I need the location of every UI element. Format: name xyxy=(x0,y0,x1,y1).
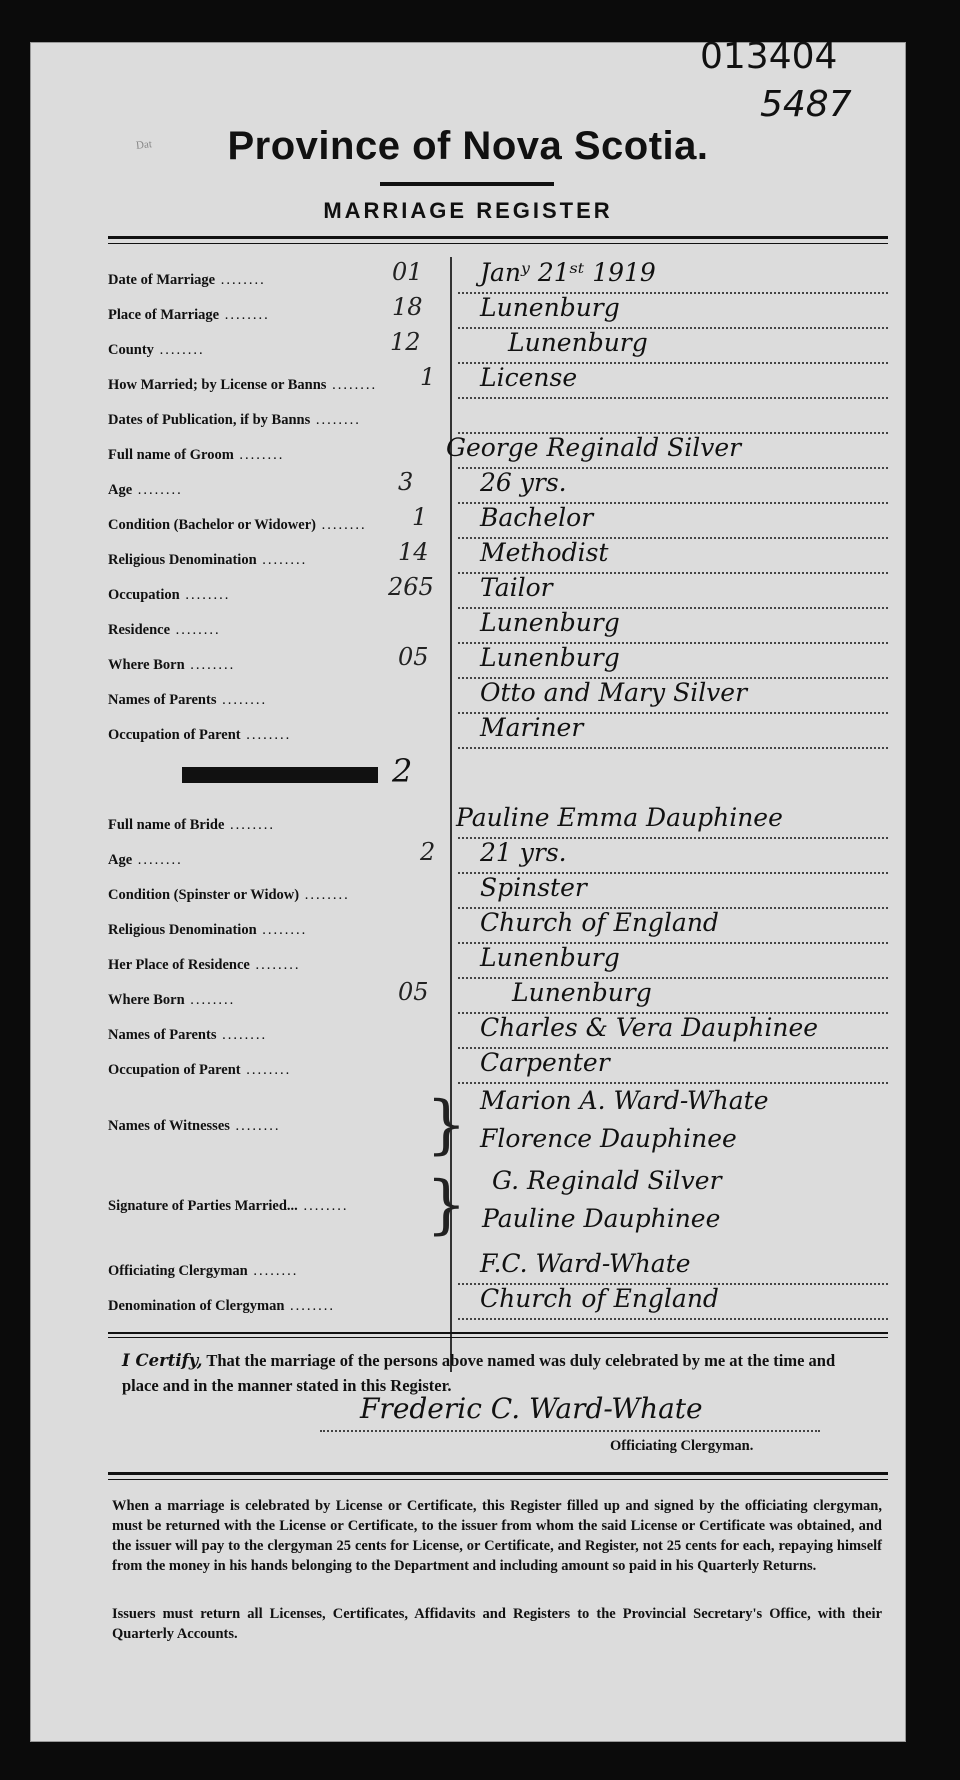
footer-rule-thin xyxy=(108,1479,888,1480)
field-value: Lunenburg xyxy=(480,293,620,322)
field-value: George Reginald Silver xyxy=(446,433,742,462)
signature-caption: Officiating Clergyman. xyxy=(610,1438,754,1454)
field-value: Charles & Vera Dauphinee xyxy=(480,1013,819,1042)
field-value: Mariner xyxy=(480,713,584,742)
section-mark: 2 xyxy=(392,752,413,790)
field-label: Where Born ........ xyxy=(108,992,236,1008)
field-value: Lunenburg xyxy=(512,978,652,1007)
field-value: Lunenburg xyxy=(508,328,648,357)
field-label: Denomination of Clergyman ........ xyxy=(108,1298,336,1314)
field-label: Condition (Spinster or Widow) ........ xyxy=(108,887,350,903)
witness-1: Marion A. Ward-Whate xyxy=(480,1086,769,1115)
dot-leader: ........ xyxy=(184,657,236,673)
field-value: Bachelor xyxy=(480,503,594,532)
witnesses-row xyxy=(108,1086,888,1162)
dot-leader: ........ xyxy=(299,887,350,903)
field-label: Condition (Bachelor or Widower) ........ xyxy=(108,517,367,533)
field-code: 1 xyxy=(420,363,436,391)
field-code: 12 xyxy=(390,328,421,356)
footer-paragraph-2: Issuers must return all Licenses, Certificates, Affidavits and Registers to the Provincial Secretary's Office, with their Quarterly Accounts. xyxy=(112,1606,882,1642)
field-label: Names of Witnesses ........ xyxy=(108,1118,281,1134)
field-code: 1 xyxy=(412,503,428,531)
dot-leader: ........ xyxy=(179,587,231,603)
dot-leader: ........ xyxy=(310,412,361,428)
dot-leader: ........ xyxy=(216,1027,268,1043)
field-label: Occupation of Parent ........ xyxy=(108,727,292,743)
signature-line xyxy=(320,1430,820,1432)
witness-2: Florence Dauphinee xyxy=(480,1124,737,1153)
field-value: 26 yrs. xyxy=(480,468,567,497)
field-code: 18 xyxy=(392,293,423,321)
cert-rule-top xyxy=(108,1332,888,1334)
dot-leader: ........ xyxy=(170,622,221,638)
dot-leader: ........ xyxy=(297,1198,349,1214)
field-label: Signature of Parties Married... ........ xyxy=(108,1198,349,1214)
certification-text xyxy=(122,1348,872,1398)
signature-groom: G. Reginald Silver xyxy=(492,1166,722,1195)
field-label: Dates of Publication, if by Banns ........ xyxy=(108,412,361,428)
dot-leader: ........ xyxy=(132,482,183,498)
field-value: Church of England xyxy=(480,908,719,937)
field-row xyxy=(108,943,888,983)
dot-leader: ........ xyxy=(224,817,276,833)
footer-rule-thick xyxy=(108,1472,888,1475)
field-value: License xyxy=(480,363,578,392)
field-code: 3 xyxy=(398,468,414,496)
field-value: Lunenburg xyxy=(480,643,620,672)
stamp-number-second: 5487 xyxy=(760,84,852,125)
field-label: Officiating Clergyman ........ xyxy=(108,1263,299,1279)
field-label: Occupation of Parent ........ xyxy=(108,1062,292,1078)
field-row xyxy=(108,1284,888,1324)
signature-bride: Pauline Dauphinee xyxy=(482,1204,721,1233)
margin-fragment: Dat xyxy=(135,138,153,152)
field-code: 05 xyxy=(398,643,429,671)
dot-leader: ........ xyxy=(249,957,301,973)
stamp-number-top: 013404 xyxy=(700,36,838,77)
field-value: Church of England xyxy=(480,1284,719,1313)
dot-leader: ........ xyxy=(153,342,205,358)
dot-leader: ........ xyxy=(132,852,183,868)
field-label: Age ........ xyxy=(108,482,183,498)
certify-body: That the marriage of the persons above named was duly celebrated by me at the time and place and in the manner stated in this Register. xyxy=(122,1351,836,1395)
field-label: County ........ xyxy=(108,342,205,358)
field-label: Names of Parents ........ xyxy=(108,1027,268,1043)
dot-leader: ........ xyxy=(229,1118,281,1134)
dot-leader: ........ xyxy=(315,517,367,533)
dot-leader: ........ xyxy=(326,377,378,393)
dot-leader: ........ xyxy=(184,992,236,1008)
field-label: Full name of Groom ........ xyxy=(108,447,285,463)
field-value: Pauline Emma Dauphinee xyxy=(456,803,783,832)
brace-glyph: } xyxy=(426,1168,467,1242)
page-subtitle: MARRIAGE REGISTER xyxy=(323,198,613,223)
field-label: Where Born ........ xyxy=(108,657,236,673)
field-label: Full name of Bride ........ xyxy=(108,817,276,833)
field-code: 265 xyxy=(388,573,434,601)
page-title: Province of Nova Scotia. xyxy=(227,124,709,168)
field-label: Religious Denomination ........ xyxy=(108,552,308,568)
field-value: Janʸ 21ˢᵗ 1919 xyxy=(480,258,656,287)
dot-leader: ........ xyxy=(284,1298,336,1314)
signatures-row xyxy=(108,1166,888,1242)
register-sheet xyxy=(30,36,906,1742)
field-row xyxy=(108,293,888,333)
field-code: 05 xyxy=(398,978,429,1006)
header-rule-thick xyxy=(108,236,888,239)
field-value: Methodist xyxy=(480,538,609,567)
field-code: 01 xyxy=(392,258,423,286)
field-label: Her Place of Residence ........ xyxy=(108,957,301,973)
field-value: Lunenburg xyxy=(480,943,620,972)
dot-leader: ........ xyxy=(215,272,266,288)
field-label: Names of Parents ........ xyxy=(108,692,268,708)
dot-leader: ........ xyxy=(216,692,268,708)
field-code: 2 xyxy=(420,838,436,866)
section-divider-bar xyxy=(182,767,378,783)
clergy-signature: Frederic C. Ward-Whate xyxy=(360,1392,703,1425)
brace-glyph: } xyxy=(426,1088,467,1162)
field-row xyxy=(108,363,888,403)
dot-leader: ........ xyxy=(233,447,285,463)
field-value: Tailor xyxy=(480,573,553,602)
field-label: Occupation ........ xyxy=(108,587,231,603)
field-label: Date of Marriage ........ xyxy=(108,272,266,288)
field-value: Spinster xyxy=(480,873,587,902)
field-value: Carpenter xyxy=(480,1048,610,1077)
field-value: Lunenburg xyxy=(480,608,620,637)
header-rule-thin xyxy=(108,243,888,244)
field-value: F.C. Ward-Whate xyxy=(480,1249,691,1278)
field-label: Residence ........ xyxy=(108,622,221,638)
dot-leader: ........ xyxy=(256,922,308,938)
field-label: Age ........ xyxy=(108,852,183,868)
dot-leader: ........ xyxy=(247,1263,299,1279)
field-label: Place of Marriage ........ xyxy=(108,307,270,323)
field-row xyxy=(108,713,888,753)
cert-rule-top-thin xyxy=(108,1337,888,1338)
field-label: Religious Denomination ........ xyxy=(108,922,308,938)
field-row xyxy=(108,1048,888,1088)
footer-paragraph-1: When a marriage is celebrated by License or Certificate, this Register filled up and signed by the officiating clergyman, must be returned with the License or Certificate, to the issuer from whom the said License or Certificate was obtained, and the issuer will pay to the clergyman 25 cents for License, or Certificate, and Register, not 25 cents for each, repaying himself from the money in his hands belonging to the Department and including amount so paid in his Quarterly Returns. xyxy=(112,1498,882,1574)
title-underline xyxy=(380,182,554,186)
certify-lead: I Certify, xyxy=(122,1351,203,1370)
field-label: How Married; by License or Banns ........ xyxy=(108,377,378,393)
field-code: 14 xyxy=(398,538,429,566)
dot-leader: ........ xyxy=(219,307,270,323)
field-value: Otto and Mary Silver xyxy=(480,678,748,707)
dot-leader: ........ xyxy=(256,552,308,568)
dot-leader: ........ xyxy=(240,727,292,743)
field-value: 21 yrs. xyxy=(480,838,567,867)
dot-leader: ........ xyxy=(240,1062,292,1078)
